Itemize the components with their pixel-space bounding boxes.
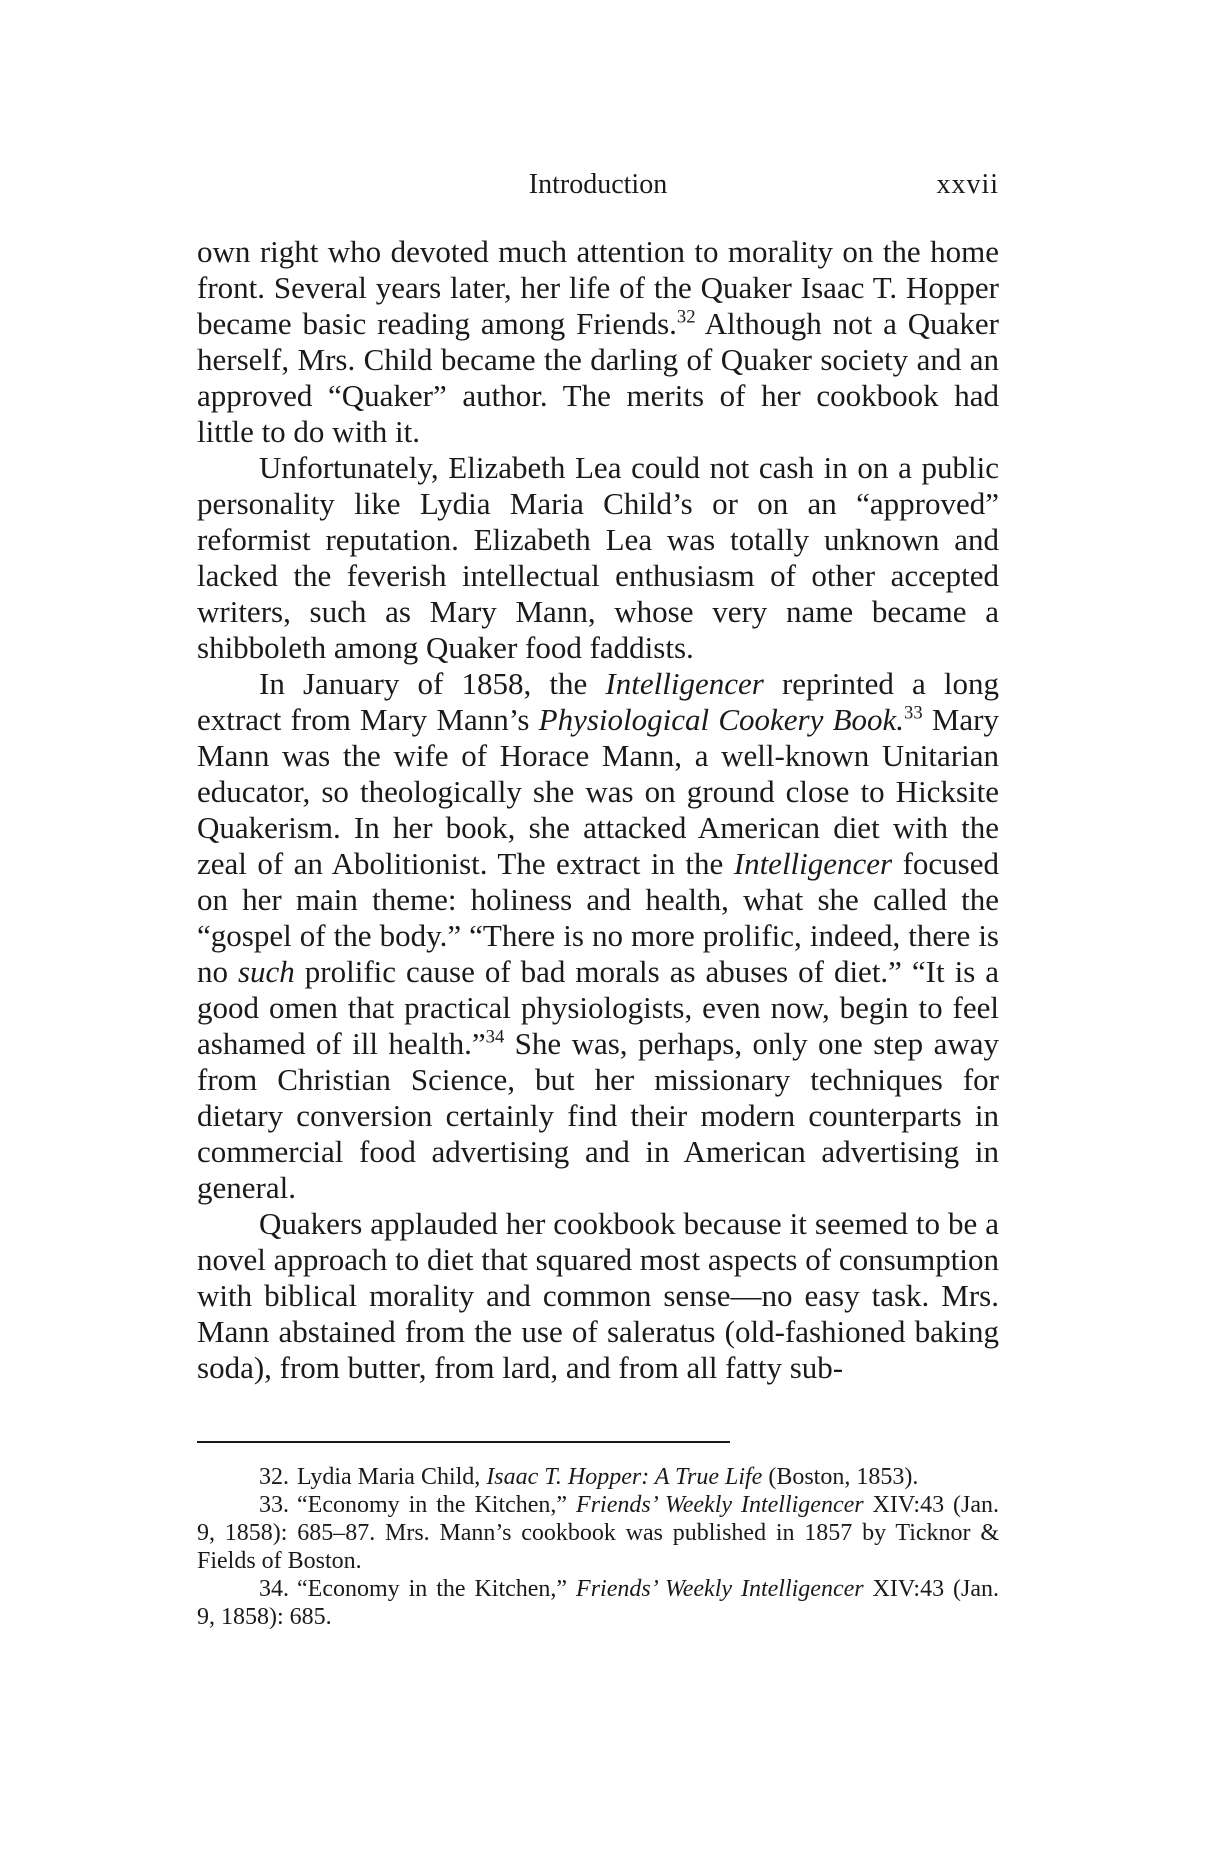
italic-text: Friends’ Weekly Intelligencer — [576, 1492, 864, 1518]
running-head — [197, 165, 999, 205]
text-run: XIV:43 (Jan. 9, 1858): 685–87. Mrs. Mann’s cookbook was published in 1857 by Ticknor & Fields of Boston. — [197, 1492, 1000, 1574]
text-run: reprinted a long extract from Mary Mann’s — [197, 666, 999, 737]
italic-text: such — [237, 954, 295, 989]
footnotes — [197, 1463, 999, 1631]
paragraph — [197, 666, 999, 1206]
footnote — [197, 1491, 999, 1575]
text-run: focused on her main theme: holiness and health, what she called the “gospel of the body.” “There is no more prolific, indeed, there is no — [197, 846, 1000, 989]
text-run: “Economy in the Kitchen,” — [297, 1576, 577, 1602]
running-head-title: Introduction — [528, 169, 668, 200]
text-run: “Economy in the Kitchen,” — [297, 1492, 577, 1518]
text-run: (Boston, 1853). — [762, 1464, 919, 1490]
text-run: Quakers applauded her cookbook because it seemed to be a novel approach to diet that squared most aspects of consumption with biblical morality and common sense—no easy task. Mrs. Mann abstained from the use of saleratus (old-fashioned baking soda), from butter, from lard, and from all fatty sub- — [197, 1206, 999, 1385]
text-run: Unfortunately, Elizabeth Lea could not cash in on a public personality like Lydia Maria Child’s or on an “approved” reformist reputation. Elizabeth Lea was totally unknown and lacked the feverish intellectual enthusiasm of other accepted writers, such as Mary Mann, whose very name became a shibboleth among Quaker food faddists. — [197, 450, 999, 665]
footnote-marker: 33 — [904, 702, 923, 724]
italic-text: Physiological Cookery Book. — [538, 702, 905, 737]
italic-text: Isaac T. Hopper: A True Life — [486, 1464, 763, 1490]
paragraph — [197, 450, 999, 666]
text-run: Lydia Maria Child, — [297, 1464, 487, 1490]
paragraph — [197, 234, 999, 450]
text-run: Mary Mann was the wife of Horace Mann, a well-known Unitarian educator, so theologically she was on ground close to Hicksite Quakerism. In her book, she attacked American diet with the zeal of an Abolitionist. The extract in the — [197, 702, 999, 881]
text-run: prolific cause of bad morals as abuses of diet.” “It is a good omen that practical physiologists, even now, begin to feel ashamed of ill health.” — [197, 954, 999, 1061]
paragraph — [197, 1206, 999, 1386]
body-text — [197, 234, 999, 1386]
page-number: xxvii — [936, 169, 999, 200]
text-run: In January of 1858, the — [259, 666, 606, 701]
text-run: She was, perhaps, only one step away from Christian Science, but her missionary techniques for dietary conversion certainly find their modern counterparts in commercial food advertising and in American advertising in general. — [197, 1026, 999, 1205]
footnote — [197, 1463, 999, 1491]
italic-text: Intelligencer — [605, 666, 764, 701]
text-run: own right who devoted much attention to morality on the home front. Several years later, her life of the Quaker Isaac T. Hopper became basic reading among Friends. — [197, 234, 999, 341]
footnote-number: 33. — [259, 1492, 289, 1518]
text-run: Although not a Quaker herself, Mrs. Child became the darling of Quaker society and an approved “Quaker” author. The merits of her cookbook had little to do with it. — [197, 306, 999, 449]
footnote-number: 32. — [259, 1464, 289, 1490]
italic-text: Friends’ Weekly Intelligencer — [576, 1576, 864, 1602]
footnote-rule — [197, 1441, 730, 1443]
footnote — [197, 1575, 999, 1631]
text-run: XIV:43 (Jan. 9, 1858): 685. — [197, 1576, 1000, 1630]
footnote-marker: 34 — [485, 1026, 505, 1048]
italic-text: Intelligencer — [733, 846, 893, 881]
footnote-marker: 32 — [676, 306, 696, 328]
footnote-number: 34. — [259, 1576, 289, 1602]
